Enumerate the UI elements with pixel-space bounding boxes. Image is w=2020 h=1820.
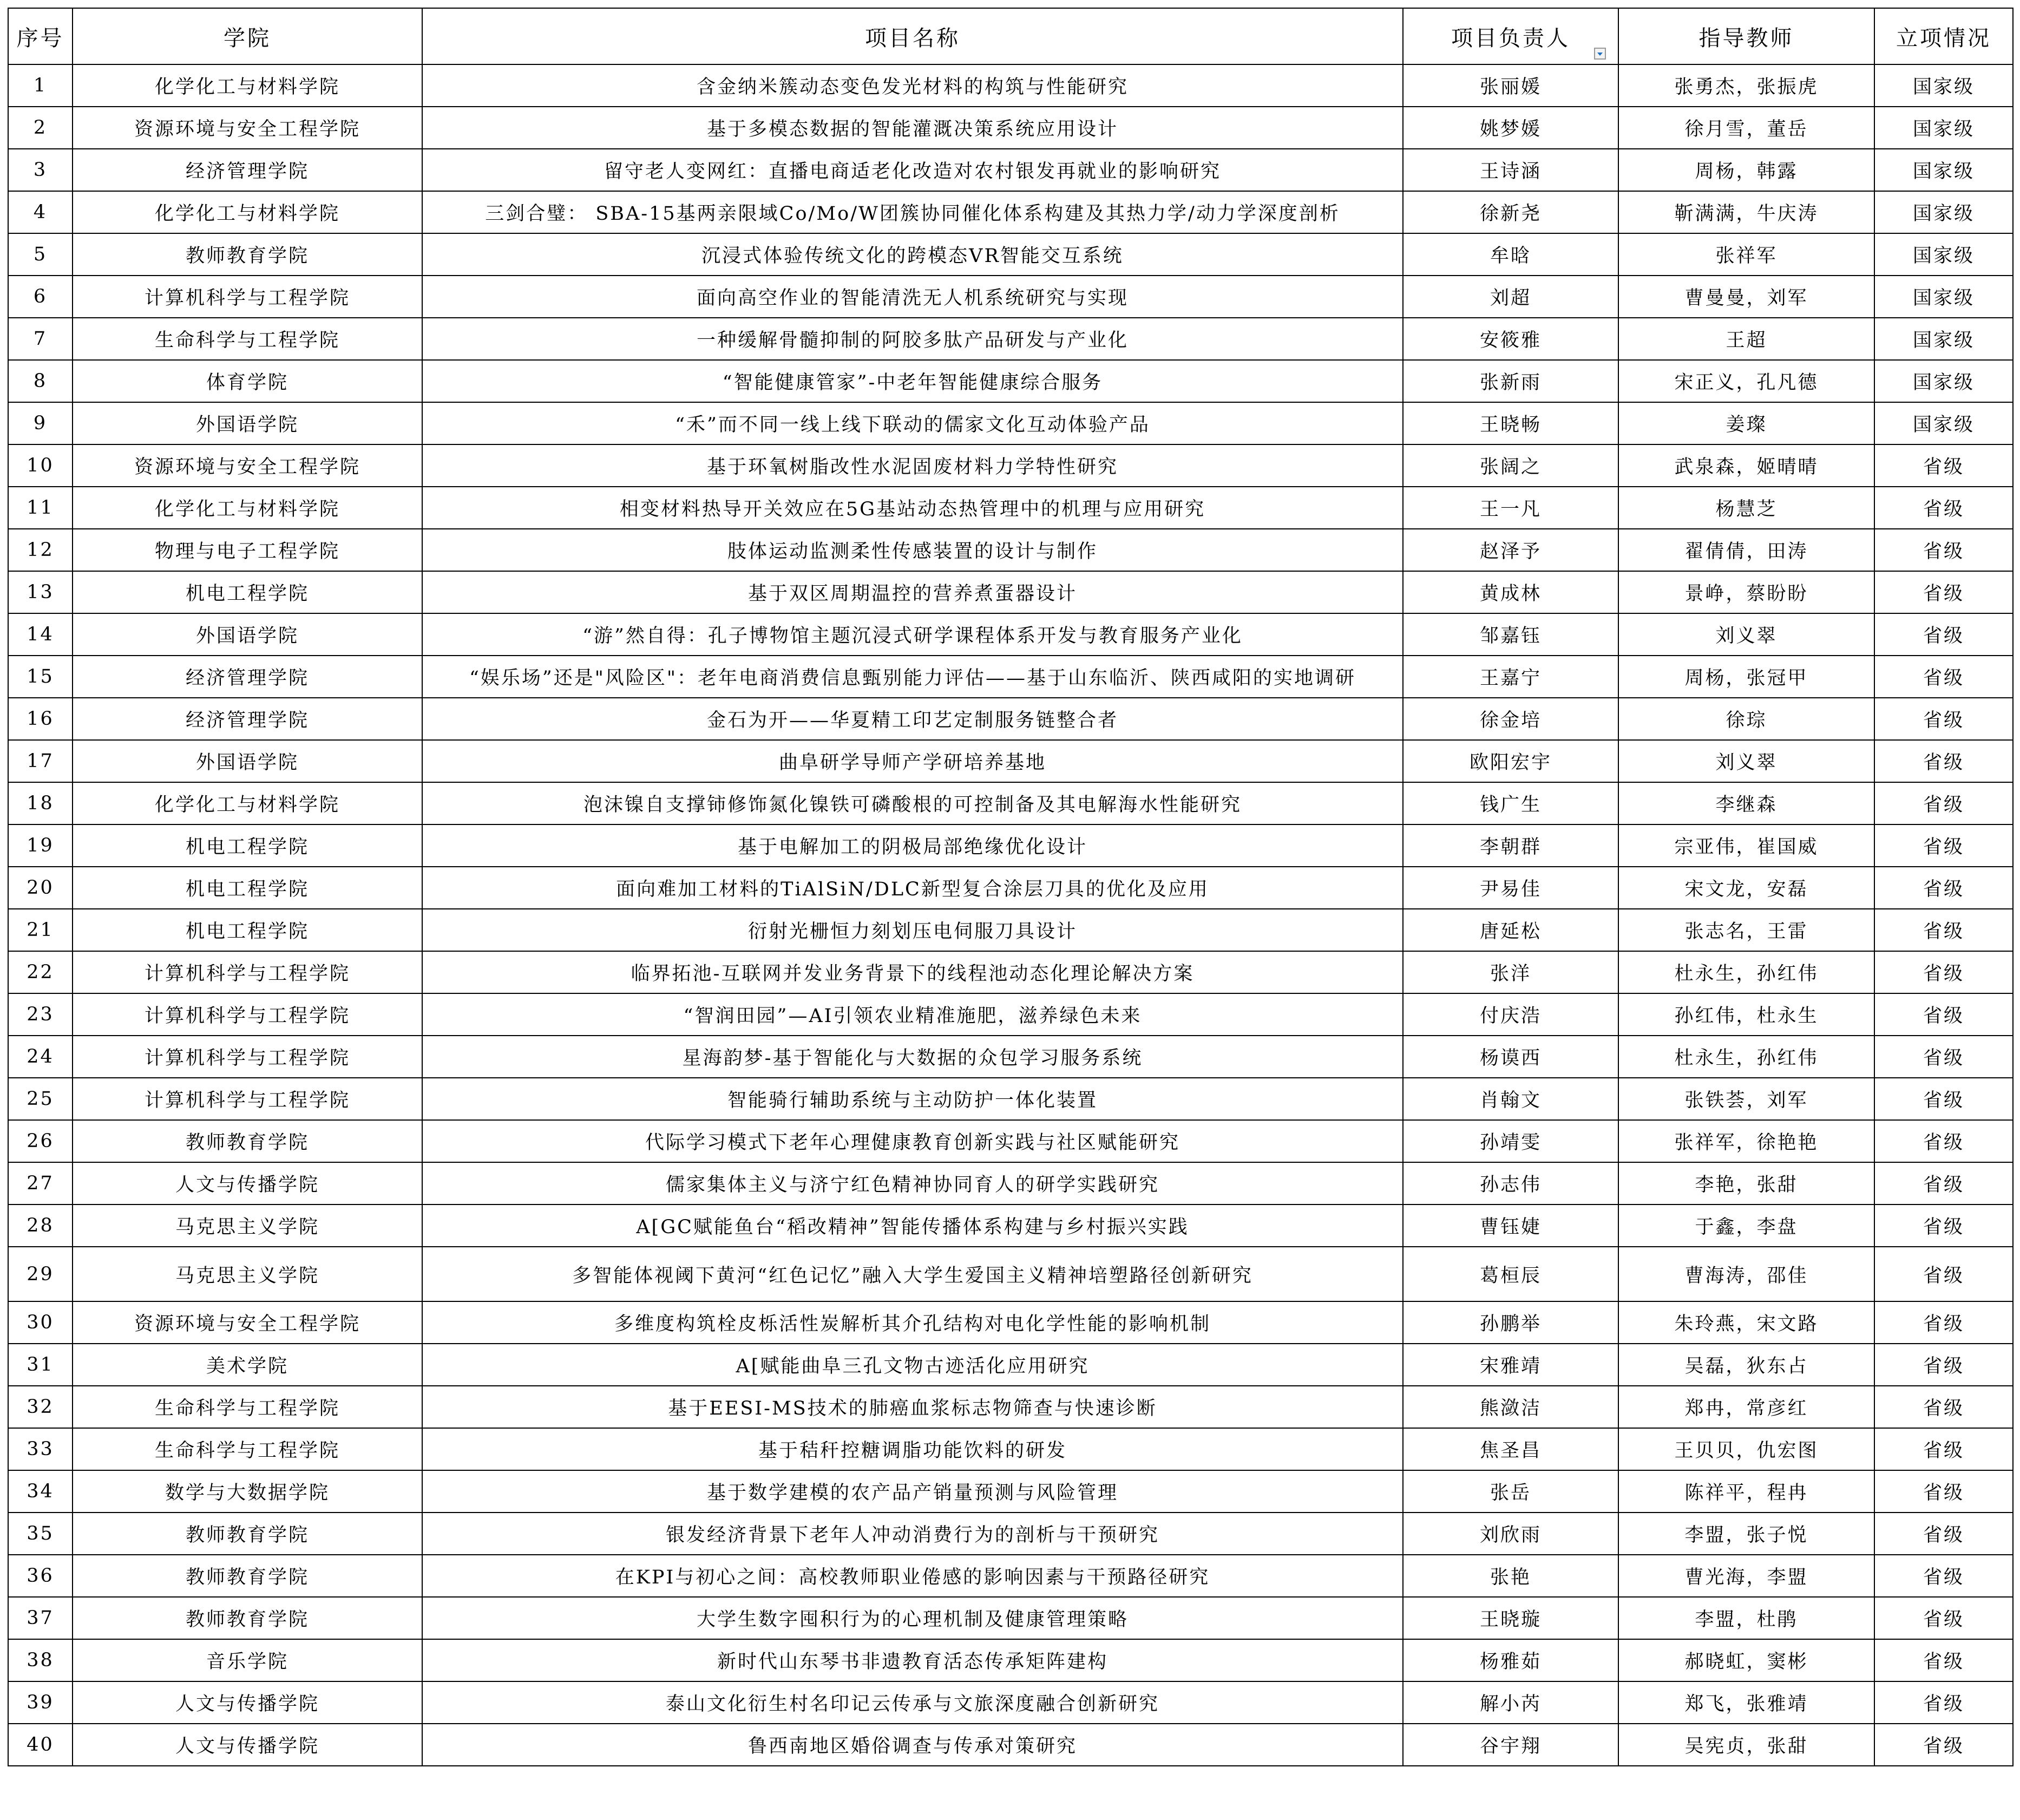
cell-status: 省级 bbox=[1874, 1597, 2013, 1639]
cell-status: 省级 bbox=[1874, 487, 2013, 529]
cell-advisor: 张祥军，徐艳艳 bbox=[1618, 1120, 1874, 1162]
cell-project-name: “娱乐场”还是"风险区"：老年电商消费信息甄别能力评估——基于山东临沂、陕西咸阳的实地调研 bbox=[422, 656, 1403, 698]
cell-status: 国家级 bbox=[1874, 360, 2013, 402]
table-row bbox=[8, 613, 2013, 656]
table-row bbox=[8, 909, 2013, 951]
cell-project-name: 大学生数字囤积行为的心理机制及健康管理策略 bbox=[422, 1597, 1403, 1639]
cell-index: 1 bbox=[8, 64, 73, 107]
cell-index: 13 bbox=[8, 571, 73, 613]
table-row bbox=[8, 64, 2013, 107]
table-row bbox=[8, 1724, 2013, 1766]
cell-advisor: 李艳，张甜 bbox=[1618, 1162, 1874, 1204]
cell-index: 24 bbox=[8, 1036, 73, 1078]
table-row bbox=[8, 656, 2013, 698]
cell-advisor: 郑飞，张雅靖 bbox=[1618, 1681, 1874, 1724]
header-project-name: 项目名称 bbox=[422, 8, 1403, 64]
table-row bbox=[8, 107, 2013, 149]
cell-status: 国家级 bbox=[1874, 402, 2013, 444]
cell-leader: 王晓璇 bbox=[1403, 1597, 1618, 1639]
cell-project-name: A[赋能曲阜三孔文物古迹活化应用研究 bbox=[422, 1344, 1403, 1386]
cell-leader: 安筱雅 bbox=[1403, 318, 1618, 360]
table-row bbox=[8, 1428, 2013, 1470]
cell-project-name: 基于环氧树脂改性水泥固废材料力学特性研究 bbox=[422, 444, 1403, 487]
cell-status: 省级 bbox=[1874, 1428, 2013, 1470]
cell-college: 人文与传播学院 bbox=[73, 1724, 422, 1766]
cell-index: 8 bbox=[8, 360, 73, 402]
cell-index: 31 bbox=[8, 1344, 73, 1386]
cell-advisor: 郑冉，常彦红 bbox=[1618, 1386, 1874, 1428]
cell-leader: 曹钰婕 bbox=[1403, 1204, 1618, 1247]
cell-college: 计算机科学与工程学院 bbox=[73, 276, 422, 318]
cell-project-name: 基于EESI-MS技术的肺癌血浆标志物筛查与快速诊断 bbox=[422, 1386, 1403, 1428]
cell-advisor: 周杨，韩露 bbox=[1618, 149, 1874, 191]
table-row bbox=[8, 444, 2013, 487]
cell-project-name: “禾”而不同一线上线下联动的儒家文化互动体验产品 bbox=[422, 402, 1403, 444]
cell-status: 国家级 bbox=[1874, 233, 2013, 276]
cell-project-name: 基于双区周期温控的营养煮蛋器设计 bbox=[422, 571, 1403, 613]
cell-status: 省级 bbox=[1874, 529, 2013, 571]
table-row bbox=[8, 824, 2013, 867]
table-row bbox=[8, 1639, 2013, 1681]
cell-index: 15 bbox=[8, 656, 73, 698]
table-row bbox=[8, 1162, 2013, 1204]
cell-status: 省级 bbox=[1874, 1078, 2013, 1120]
cell-status: 省级 bbox=[1874, 1470, 2013, 1513]
table-row bbox=[8, 951, 2013, 993]
cell-leader: 刘超 bbox=[1403, 276, 1618, 318]
cell-advisor: 李继森 bbox=[1618, 782, 1874, 824]
table-row bbox=[8, 1301, 2013, 1344]
cell-leader: 尹易佳 bbox=[1403, 867, 1618, 909]
cell-leader: 姚梦媛 bbox=[1403, 107, 1618, 149]
cell-index: 17 bbox=[8, 740, 73, 782]
cell-index: 32 bbox=[8, 1386, 73, 1428]
cell-leader: 张岳 bbox=[1403, 1470, 1618, 1513]
cell-index: 22 bbox=[8, 951, 73, 993]
table-row bbox=[8, 1247, 2013, 1301]
cell-leader: 唐延松 bbox=[1403, 909, 1618, 951]
header-status: 立项情况 bbox=[1874, 8, 2013, 64]
table-row bbox=[8, 782, 2013, 824]
header-college: 学院 bbox=[73, 8, 422, 64]
cell-status: 国家级 bbox=[1874, 149, 2013, 191]
cell-advisor: 刘义翠 bbox=[1618, 740, 1874, 782]
cell-project-name: 曲阜研学导师产学研培养基地 bbox=[422, 740, 1403, 782]
cell-leader: 张新雨 bbox=[1403, 360, 1618, 402]
cell-advisor: 武泉森，姬晴晴 bbox=[1618, 444, 1874, 487]
cell-leader: 谷宇翔 bbox=[1403, 1724, 1618, 1766]
cell-advisor: 曹光海，李盟 bbox=[1618, 1555, 1874, 1597]
cell-leader: 钱广生 bbox=[1403, 782, 1618, 824]
table-row bbox=[8, 191, 2013, 233]
table-row bbox=[8, 1036, 2013, 1078]
table-row bbox=[8, 402, 2013, 444]
cell-project-name: 基于电解加工的阴极局部绝缘优化设计 bbox=[422, 824, 1403, 867]
cell-advisor: 王超 bbox=[1618, 318, 1874, 360]
cell-project-name: 临界拓池-互联网并发业务背景下的线程池动态化理论解决方案 bbox=[422, 951, 1403, 993]
cell-college: 外国语学院 bbox=[73, 740, 422, 782]
filter-dropdown-icon[interactable] bbox=[1594, 48, 1606, 60]
cell-college: 物理与电子工程学院 bbox=[73, 529, 422, 571]
cell-index: 37 bbox=[8, 1597, 73, 1639]
table-row bbox=[8, 698, 2013, 740]
cell-advisor: 孙红伟，杜永生 bbox=[1618, 993, 1874, 1036]
cell-college: 机电工程学院 bbox=[73, 824, 422, 867]
cell-project-name: “智润田园”—AI引领农业精准施肥，滋养绿色未来 bbox=[422, 993, 1403, 1036]
cell-status: 省级 bbox=[1874, 444, 2013, 487]
table-row bbox=[8, 1597, 2013, 1639]
cell-project-name: 多维度构筑栓皮栎活性炭解析其介孔结构对电化学性能的影响机制 bbox=[422, 1301, 1403, 1344]
cell-status: 国家级 bbox=[1874, 276, 2013, 318]
project-table bbox=[8, 8, 2014, 1766]
cell-status: 省级 bbox=[1874, 824, 2013, 867]
cell-advisor: 李盟，张子悦 bbox=[1618, 1513, 1874, 1555]
cell-advisor: 张勇杰，张振虎 bbox=[1618, 64, 1874, 107]
table-row bbox=[8, 487, 2013, 529]
cell-leader: 杨谟西 bbox=[1403, 1036, 1618, 1078]
cell-college: 数学与大数据学院 bbox=[73, 1470, 422, 1513]
cell-college: 外国语学院 bbox=[73, 402, 422, 444]
cell-project-name: 在KPI与初心之间：高校教师职业倦感的影响因素与干预路径研究 bbox=[422, 1555, 1403, 1597]
cell-project-name: 三剑合璧： SBA-15基两亲限域Co/Mo/W团簇协同催化体系构建及其热力学/动力学深度剖析 bbox=[422, 191, 1403, 233]
cell-project-name: 金石为开——华夏精工印艺定制服务链整合者 bbox=[422, 698, 1403, 740]
cell-advisor: 吴宪贞，张甜 bbox=[1618, 1724, 1874, 1766]
cell-status: 省级 bbox=[1874, 782, 2013, 824]
cell-college: 资源环境与安全工程学院 bbox=[73, 444, 422, 487]
cell-project-name: 星海韵梦-基于智能化与大数据的众包学习服务系统 bbox=[422, 1036, 1403, 1078]
cell-project-name: “智能健康管家”-中老年智能健康综合服务 bbox=[422, 360, 1403, 402]
cell-status: 省级 bbox=[1874, 740, 2013, 782]
cell-leader: 孙靖雯 bbox=[1403, 1120, 1618, 1162]
cell-index: 38 bbox=[8, 1639, 73, 1681]
cell-college: 化学化工与材料学院 bbox=[73, 487, 422, 529]
cell-college: 美术学院 bbox=[73, 1344, 422, 1386]
cell-leader: 宋雅靖 bbox=[1403, 1344, 1618, 1386]
cell-status: 省级 bbox=[1874, 1344, 2013, 1386]
cell-advisor: 姜璨 bbox=[1618, 402, 1874, 444]
table-row bbox=[8, 233, 2013, 276]
cell-index: 33 bbox=[8, 1428, 73, 1470]
cell-advisor: 杜永生，孙红伟 bbox=[1618, 951, 1874, 993]
cell-status: 省级 bbox=[1874, 1162, 2013, 1204]
header-row bbox=[8, 8, 2013, 64]
cell-college: 人文与传播学院 bbox=[73, 1681, 422, 1724]
cell-leader: 张洋 bbox=[1403, 951, 1618, 993]
header-advisor: 指导教师 bbox=[1618, 8, 1874, 64]
table-row bbox=[8, 1344, 2013, 1386]
cell-leader: 肖翰文 bbox=[1403, 1078, 1618, 1120]
cell-status: 省级 bbox=[1874, 1301, 2013, 1344]
cell-index: 30 bbox=[8, 1301, 73, 1344]
cell-index: 3 bbox=[8, 149, 73, 191]
cell-leader: 葛桓辰 bbox=[1403, 1247, 1618, 1301]
cell-advisor: 张志名，王雷 bbox=[1618, 909, 1874, 951]
cell-status: 省级 bbox=[1874, 656, 2013, 698]
table-row bbox=[8, 149, 2013, 191]
cell-index: 12 bbox=[8, 529, 73, 571]
cell-college: 机电工程学院 bbox=[73, 909, 422, 951]
cell-index: 28 bbox=[8, 1204, 73, 1247]
cell-leader: 欧阳宏宇 bbox=[1403, 740, 1618, 782]
cell-status: 省级 bbox=[1874, 867, 2013, 909]
cell-leader: 张丽媛 bbox=[1403, 64, 1618, 107]
cell-project-name: 新时代山东琴书非遗教育活态传承矩阵建构 bbox=[422, 1639, 1403, 1681]
cell-leader: 刘欣雨 bbox=[1403, 1513, 1618, 1555]
header-leader[interactable] bbox=[1403, 8, 1618, 64]
cell-index: 2 bbox=[8, 107, 73, 149]
cell-index: 4 bbox=[8, 191, 73, 233]
cell-college: 经济管理学院 bbox=[73, 149, 422, 191]
cell-status: 国家级 bbox=[1874, 64, 2013, 107]
cell-college: 资源环境与安全工程学院 bbox=[73, 107, 422, 149]
cell-project-name: 基于多模态数据的智能灌溉决策系统应用设计 bbox=[422, 107, 1403, 149]
cell-project-name: 儒家集体主义与济宁红色精神协同育人的研学实践研究 bbox=[422, 1162, 1403, 1204]
cell-advisor: 陈祥平，程冉 bbox=[1618, 1470, 1874, 1513]
cell-advisor: 王贝贝，仇宏图 bbox=[1618, 1428, 1874, 1470]
cell-leader: 王晓畅 bbox=[1403, 402, 1618, 444]
cell-status: 省级 bbox=[1874, 993, 2013, 1036]
cell-leader: 王一凡 bbox=[1403, 487, 1618, 529]
cell-index: 34 bbox=[8, 1470, 73, 1513]
cell-advisor: 杨慧芝 bbox=[1618, 487, 1874, 529]
table-row bbox=[8, 1470, 2013, 1513]
cell-college: 经济管理学院 bbox=[73, 656, 422, 698]
cell-leader: 赵泽予 bbox=[1403, 529, 1618, 571]
table-row bbox=[8, 276, 2013, 318]
cell-status: 国家级 bbox=[1874, 318, 2013, 360]
cell-project-name: 一种缓解骨髓抑制的阿胶多肽产品研发与产业化 bbox=[422, 318, 1403, 360]
cell-index: 10 bbox=[8, 444, 73, 487]
cell-advisor: 于鑫，李盘 bbox=[1618, 1204, 1874, 1247]
table-row bbox=[8, 867, 2013, 909]
cell-college: 机电工程学院 bbox=[73, 571, 422, 613]
cell-project-name: 留守老人变网红：直播电商适老化改造对农村银发再就业的影响研究 bbox=[422, 149, 1403, 191]
cell-status: 国家级 bbox=[1874, 107, 2013, 149]
cell-index: 19 bbox=[8, 824, 73, 867]
cell-status: 省级 bbox=[1874, 1386, 2013, 1428]
cell-advisor: 朱玲燕，宋文路 bbox=[1618, 1301, 1874, 1344]
cell-leader: 解小芮 bbox=[1403, 1681, 1618, 1724]
cell-project-name: 多智能体视阈下黄河“红色记忆”融入大学生爱国主义精神培塑路径创新研究 bbox=[422, 1247, 1403, 1301]
cell-college: 生命科学与工程学院 bbox=[73, 1386, 422, 1428]
cell-index: 36 bbox=[8, 1555, 73, 1597]
cell-status: 省级 bbox=[1874, 1681, 2013, 1724]
cell-leader: 熊潋洁 bbox=[1403, 1386, 1618, 1428]
table-row bbox=[8, 993, 2013, 1036]
cell-college: 外国语学院 bbox=[73, 613, 422, 656]
cell-advisor: 周杨，张冠甲 bbox=[1618, 656, 1874, 698]
cell-index: 5 bbox=[8, 233, 73, 276]
cell-index: 21 bbox=[8, 909, 73, 951]
cell-college: 计算机科学与工程学院 bbox=[73, 993, 422, 1036]
cell-advisor: 曹曼曼，刘军 bbox=[1618, 276, 1874, 318]
cell-leader: 张艳 bbox=[1403, 1555, 1618, 1597]
cell-college: 计算机科学与工程学院 bbox=[73, 951, 422, 993]
cell-index: 40 bbox=[8, 1724, 73, 1766]
cell-leader: 王嘉宁 bbox=[1403, 656, 1618, 698]
cell-college: 经济管理学院 bbox=[73, 698, 422, 740]
cell-advisor: 宋文龙，安磊 bbox=[1618, 867, 1874, 909]
cell-advisor: 李盟，杜鹃 bbox=[1618, 1597, 1874, 1639]
cell-college: 生命科学与工程学院 bbox=[73, 1428, 422, 1470]
cell-status: 省级 bbox=[1874, 698, 2013, 740]
cell-leader: 李朝群 bbox=[1403, 824, 1618, 867]
cell-college: 化学化工与材料学院 bbox=[73, 782, 422, 824]
cell-college: 教师教育学院 bbox=[73, 233, 422, 276]
cell-index: 29 bbox=[8, 1247, 73, 1301]
cell-advisor: 张铁荟，刘军 bbox=[1618, 1078, 1874, 1120]
cell-advisor: 杜永生，孙红伟 bbox=[1618, 1036, 1874, 1078]
table-row bbox=[8, 740, 2013, 782]
cell-index: 18 bbox=[8, 782, 73, 824]
cell-college: 马克思主义学院 bbox=[73, 1247, 422, 1301]
table-row bbox=[8, 1513, 2013, 1555]
cell-project-name: 智能骑行辅助系统与主动防护一体化装置 bbox=[422, 1078, 1403, 1120]
cell-leader: 徐金培 bbox=[1403, 698, 1618, 740]
cell-index: 6 bbox=[8, 276, 73, 318]
cell-advisor: 吴磊，狄东占 bbox=[1618, 1344, 1874, 1386]
cell-advisor: 翟倩倩，田涛 bbox=[1618, 529, 1874, 571]
cell-index: 20 bbox=[8, 867, 73, 909]
cell-college: 机电工程学院 bbox=[73, 867, 422, 909]
table-row bbox=[8, 1555, 2013, 1597]
table-row bbox=[8, 1681, 2013, 1724]
cell-project-name: 基于数学建模的农产品产销量预测与风险管理 bbox=[422, 1470, 1403, 1513]
cell-project-name: 泡沫镍自支撑铈修饰氮化镍铁可磷酸根的可控制备及其电解海水性能研究 bbox=[422, 782, 1403, 824]
cell-project-name: 泰山文化衍生村名印记云传承与文旅深度融合创新研究 bbox=[422, 1681, 1403, 1724]
cell-index: 26 bbox=[8, 1120, 73, 1162]
cell-leader: 焦圣昌 bbox=[1403, 1428, 1618, 1470]
cell-index: 7 bbox=[8, 318, 73, 360]
cell-project-name: 含金纳米簇动态变色发光材料的构筑与性能研究 bbox=[422, 64, 1403, 107]
cell-status: 省级 bbox=[1874, 613, 2013, 656]
cell-project-name: “游”然自得：孔子博物馆主题沉浸式研学课程体系开发与教育服务产业化 bbox=[422, 613, 1403, 656]
cell-status: 省级 bbox=[1874, 1724, 2013, 1766]
cell-index: 27 bbox=[8, 1162, 73, 1204]
cell-college: 马克思主义学院 bbox=[73, 1204, 422, 1247]
cell-college: 教师教育学院 bbox=[73, 1555, 422, 1597]
cell-index: 14 bbox=[8, 613, 73, 656]
cell-leader: 孙志伟 bbox=[1403, 1162, 1618, 1204]
cell-index: 16 bbox=[8, 698, 73, 740]
cell-project-name: 沉浸式体验传统文化的跨模态VR智能交互系统 bbox=[422, 233, 1403, 276]
cell-index: 23 bbox=[8, 993, 73, 1036]
cell-college: 教师教育学院 bbox=[73, 1120, 422, 1162]
table-row bbox=[8, 529, 2013, 571]
cell-leader: 王诗涵 bbox=[1403, 149, 1618, 191]
cell-project-name: 肢体运动监测柔性传感装置的设计与制作 bbox=[422, 529, 1403, 571]
cell-status: 省级 bbox=[1874, 1204, 2013, 1247]
cell-status: 国家级 bbox=[1874, 191, 2013, 233]
cell-college: 人文与传播学院 bbox=[73, 1162, 422, 1204]
cell-status: 省级 bbox=[1874, 1555, 2013, 1597]
cell-leader: 付庆浩 bbox=[1403, 993, 1618, 1036]
cell-status: 省级 bbox=[1874, 1120, 2013, 1162]
cell-leader: 杨雅茹 bbox=[1403, 1639, 1618, 1681]
cell-leader: 邹嘉钰 bbox=[1403, 613, 1618, 656]
cell-advisor: 徐月雪，董岳 bbox=[1618, 107, 1874, 149]
table-row bbox=[8, 1078, 2013, 1120]
cell-advisor: 张祥军 bbox=[1618, 233, 1874, 276]
cell-leader: 张阔之 bbox=[1403, 444, 1618, 487]
cell-project-name: 鲁西南地区婚俗调查与传承对策研究 bbox=[422, 1724, 1403, 1766]
cell-index: 11 bbox=[8, 487, 73, 529]
cell-status: 省级 bbox=[1874, 1513, 2013, 1555]
cell-college: 化学化工与材料学院 bbox=[73, 191, 422, 233]
cell-status: 省级 bbox=[1874, 571, 2013, 613]
cell-college: 音乐学院 bbox=[73, 1639, 422, 1681]
cell-college: 资源环境与安全工程学院 bbox=[73, 1301, 422, 1344]
cell-project-name: 衍射光栅恒力刻划压电伺服刀具设计 bbox=[422, 909, 1403, 951]
cell-advisor: 曹海涛，邵佳 bbox=[1618, 1247, 1874, 1301]
cell-college: 教师教育学院 bbox=[73, 1513, 422, 1555]
cell-index: 9 bbox=[8, 402, 73, 444]
cell-advisor: 徐琮 bbox=[1618, 698, 1874, 740]
table-row bbox=[8, 1386, 2013, 1428]
cell-advisor: 景峥，蔡盼盼 bbox=[1618, 571, 1874, 613]
cell-college: 体育学院 bbox=[73, 360, 422, 402]
table-row bbox=[8, 318, 2013, 360]
cell-leader: 牟晗 bbox=[1403, 233, 1618, 276]
cell-project-name: 代际学习模式下老年心理健康教育创新实践与社区赋能研究 bbox=[422, 1120, 1403, 1162]
cell-college: 生命科学与工程学院 bbox=[73, 318, 422, 360]
cell-advisor: 靳满满，牛庆涛 bbox=[1618, 191, 1874, 233]
cell-index: 39 bbox=[8, 1681, 73, 1724]
header-leader-label: 项目负责人 bbox=[1451, 25, 1570, 51]
cell-advisor: 刘义翠 bbox=[1618, 613, 1874, 656]
cell-project-name: 面向难加工材料的TiAlSiN/DLC新型复合涂层刀具的优化及应用 bbox=[422, 867, 1403, 909]
table-row bbox=[8, 360, 2013, 402]
cell-status: 省级 bbox=[1874, 909, 2013, 951]
table-row bbox=[8, 1120, 2013, 1162]
table-row bbox=[8, 1204, 2013, 1247]
cell-index: 35 bbox=[8, 1513, 73, 1555]
cell-college: 教师教育学院 bbox=[73, 1597, 422, 1639]
cell-leader: 徐新尧 bbox=[1403, 191, 1618, 233]
cell-college: 化学化工与材料学院 bbox=[73, 64, 422, 107]
table-body bbox=[8, 64, 2013, 1766]
cell-advisor: 郝晓虹，窦彬 bbox=[1618, 1639, 1874, 1681]
header-index: 序号 bbox=[8, 8, 73, 64]
cell-project-name: 银发经济背景下老年人冲动消费行为的剖析与干预研究 bbox=[422, 1513, 1403, 1555]
cell-status: 省级 bbox=[1874, 1639, 2013, 1681]
cell-advisor: 宋正义，孔凡德 bbox=[1618, 360, 1874, 402]
cell-status: 省级 bbox=[1874, 1036, 2013, 1078]
cell-advisor: 宗亚伟，崔国威 bbox=[1618, 824, 1874, 867]
table-row bbox=[8, 571, 2013, 613]
cell-college: 计算机科学与工程学院 bbox=[73, 1036, 422, 1078]
cell-leader: 黄成林 bbox=[1403, 571, 1618, 613]
cell-status: 省级 bbox=[1874, 1247, 2013, 1301]
cell-project-name: 相变材料热导开关效应在5G基站动态热管理中的机理与应用研究 bbox=[422, 487, 1403, 529]
cell-college: 计算机科学与工程学院 bbox=[73, 1078, 422, 1120]
cell-index: 25 bbox=[8, 1078, 73, 1120]
cell-status: 省级 bbox=[1874, 951, 2013, 993]
cell-leader: 孙鹏举 bbox=[1403, 1301, 1618, 1344]
cell-project-name: A[GC赋能鱼台“稻改精神”智能传播体系构建与乡村振兴实践 bbox=[422, 1204, 1403, 1247]
cell-project-name: 基于秸秆控糖调脂功能饮料的研发 bbox=[422, 1428, 1403, 1470]
cell-project-name: 面向高空作业的智能清洗无人机系统研究与实现 bbox=[422, 276, 1403, 318]
